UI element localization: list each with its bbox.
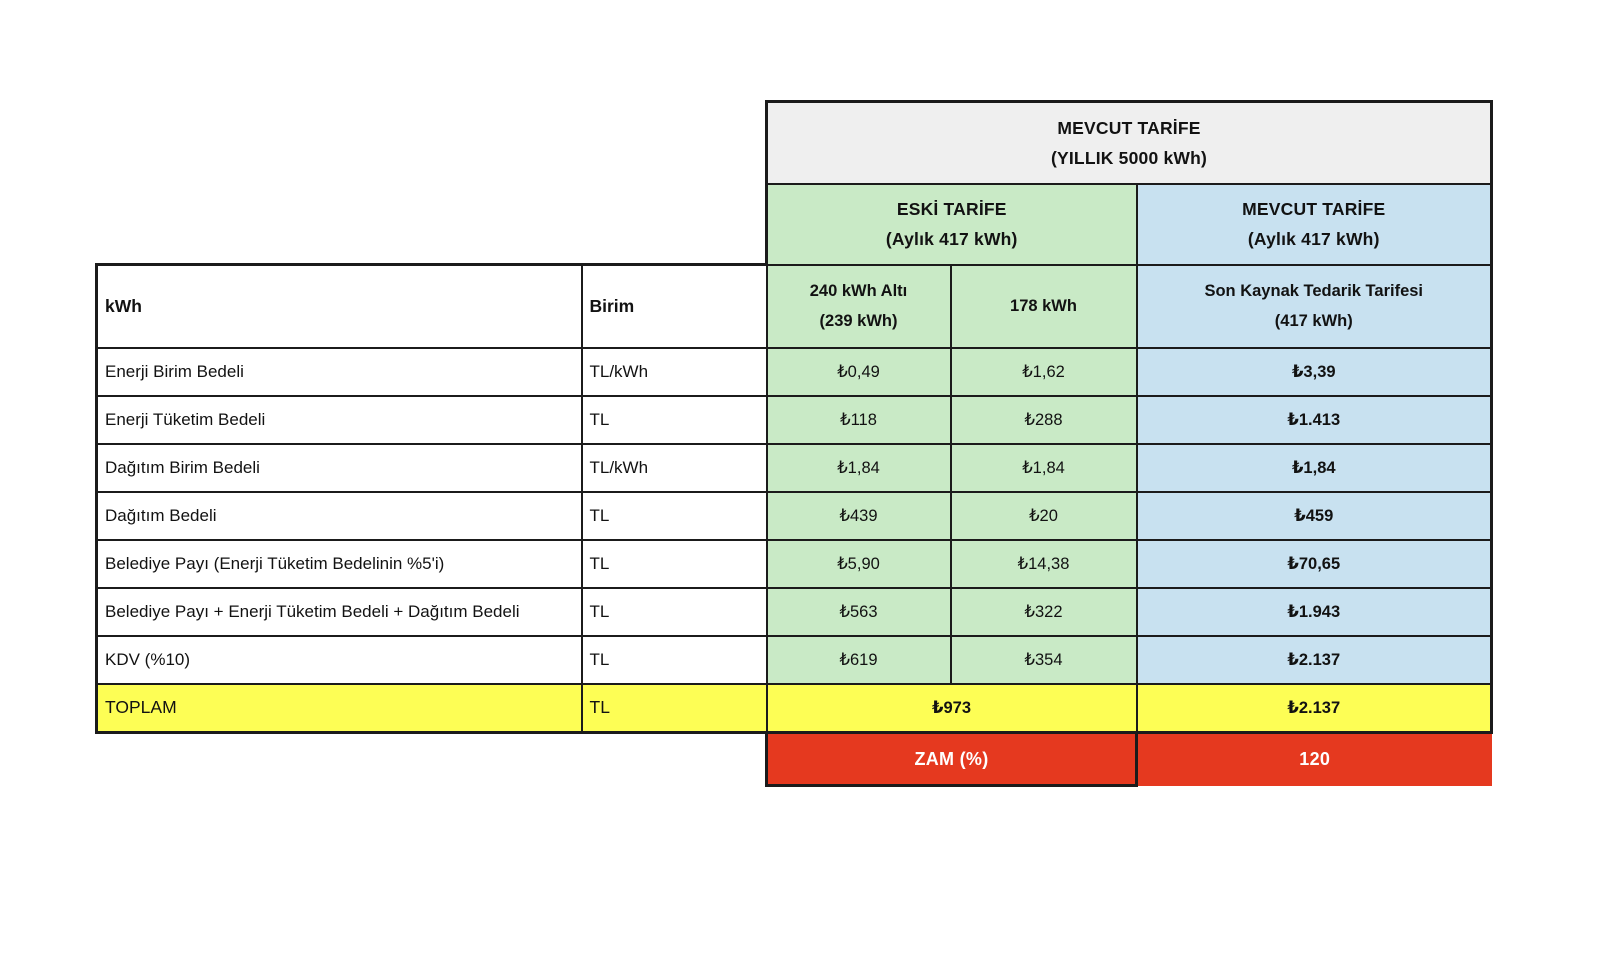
spacer-cell	[97, 102, 767, 184]
old-value-2-cell: ₺14,38	[951, 540, 1137, 588]
col-header-240kwh	[767, 265, 951, 348]
col-header-birim: Birim	[582, 265, 767, 348]
col-header-240kwh-line1: 240 kWh Altı	[809, 282, 908, 300]
new-value-cell: ₺2.137	[1137, 636, 1492, 684]
table-title-line1: MEVCUT TARİFE	[1057, 117, 1201, 138]
old-value-2-cell: ₺1,84	[951, 444, 1137, 492]
new-value-cell: ₺1,84	[1137, 444, 1492, 492]
row-unit-cell: TL/kWh	[582, 444, 767, 492]
col-header-son-kaynak	[1137, 265, 1492, 348]
column-header-row	[97, 265, 1492, 348]
new-value-cell: ₺70,65	[1137, 540, 1492, 588]
total-old-value-cell: ₺973	[767, 684, 1137, 733]
total-row	[97, 684, 1492, 733]
col-header-son-kaynak-line1: Son Kaynak Tedarik Tarifesi	[1204, 282, 1424, 300]
old-tariff-header-cell	[767, 184, 1137, 265]
new-value-cell: ₺1.413	[1137, 396, 1492, 444]
table-row	[97, 636, 1492, 684]
old-tariff-header-line2: (Aylık 417 kWh)	[885, 229, 1018, 249]
total-label-cell: TOPLAM	[97, 684, 582, 733]
new-tariff-header-line2: (Aylık 417 kWh)	[1247, 229, 1380, 249]
row-unit-cell: TL	[582, 588, 767, 636]
old-value-1-cell: ₺439	[767, 492, 951, 540]
new-tariff-header-cell	[1137, 184, 1492, 265]
table-row	[97, 540, 1492, 588]
old-value-2-cell: ₺20	[951, 492, 1137, 540]
new-value-cell: ₺3,39	[1137, 348, 1492, 396]
row-label-cell: Belediye Payı + Enerji Tüketim Bedeli + Dağıtım Bedeli	[97, 588, 582, 636]
col-header-178kwh: 178 kWh	[951, 265, 1137, 348]
increase-value-cell: 120	[1137, 733, 1492, 786]
old-value-1-cell: ₺1,84	[767, 444, 951, 492]
tariff-group-row	[97, 184, 1492, 265]
table-row	[97, 396, 1492, 444]
table-row	[97, 492, 1492, 540]
row-label-cell: Belediye Payı (Enerji Tüketim Bedelinin %5'i)	[97, 540, 582, 588]
old-value-2-cell: ₺288	[951, 396, 1137, 444]
table-row	[97, 588, 1492, 636]
row-unit-cell: TL	[582, 540, 767, 588]
row-label-cell: KDV (%10)	[97, 636, 582, 684]
increase-row	[97, 733, 1492, 786]
old-tariff-header-line1: ESKİ TARİFE	[896, 199, 1007, 219]
old-value-1-cell: ₺563	[767, 588, 951, 636]
increase-label-cell: ZAM (%)	[767, 733, 1137, 786]
row-unit-cell: TL/kWh	[582, 348, 767, 396]
total-unit-cell: TL	[582, 684, 767, 733]
col-header-240kwh-line2: (239 kWh)	[819, 312, 898, 330]
table-title-line2: (YILLIK 5000 kWh)	[1050, 147, 1208, 168]
new-value-cell: ₺1.943	[1137, 588, 1492, 636]
old-value-1-cell: ₺619	[767, 636, 951, 684]
new-value-cell: ₺459	[1137, 492, 1492, 540]
row-label-cell: Dağıtım Birim Bedeli	[97, 444, 582, 492]
old-value-1-cell: ₺0,49	[767, 348, 951, 396]
spacer-cell	[97, 184, 767, 265]
old-value-2-cell: ₺1,62	[951, 348, 1137, 396]
table-row	[97, 348, 1492, 396]
table-title-cell	[767, 102, 1492, 184]
old-value-1-cell: ₺5,90	[767, 540, 951, 588]
row-unit-cell: TL	[582, 636, 767, 684]
old-value-2-cell: ₺354	[951, 636, 1137, 684]
new-tariff-header-line1: MEVCUT TARİFE	[1242, 199, 1386, 219]
row-unit-cell: TL	[582, 492, 767, 540]
col-header-kwh: kWh	[97, 265, 582, 348]
row-label-cell: Dağıtım Bedeli	[97, 492, 582, 540]
row-label-cell: Enerji Birim Bedeli	[97, 348, 582, 396]
col-header-son-kaynak-line2: (417 kWh)	[1274, 312, 1353, 330]
total-new-value-cell: ₺2.137	[1137, 684, 1492, 733]
spacer-cell	[97, 733, 767, 786]
row-unit-cell: TL	[582, 396, 767, 444]
old-value-1-cell: ₺118	[767, 396, 951, 444]
table-row	[97, 444, 1492, 492]
row-label-cell: Enerji Tüketim Bedeli	[97, 396, 582, 444]
tariff-comparison-table	[95, 100, 1493, 787]
old-value-2-cell: ₺322	[951, 588, 1137, 636]
title-row	[97, 102, 1492, 184]
